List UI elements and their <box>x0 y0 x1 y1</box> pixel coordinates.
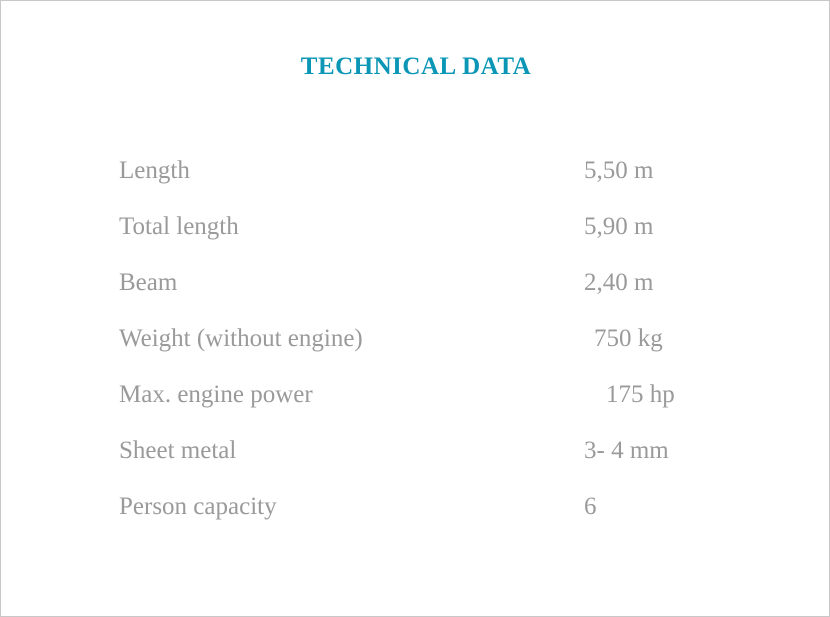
spec-label: Weight (without engine) <box>119 325 363 352</box>
spec-label: Length <box>119 157 190 184</box>
spec-value: 175 hp <box>606 381 675 408</box>
table-row <box>119 479 739 535</box>
table-row <box>119 367 739 423</box>
technical-data-body <box>119 143 739 535</box>
spec-value: 3- 4 mm <box>584 437 669 464</box>
table-row <box>119 311 739 367</box>
spec-value: 5,90 m <box>584 213 654 240</box>
technical-data-table <box>119 143 739 535</box>
spec-value: 2,40 m <box>584 269 654 296</box>
table-row <box>119 255 739 311</box>
spec-value: 6 <box>584 493 597 520</box>
spec-label: Person capacity <box>119 493 277 520</box>
table-row <box>119 199 739 255</box>
spec-value: 750 kg <box>594 325 663 352</box>
spec-label: Beam <box>119 269 178 296</box>
spec-label: Sheet metal <box>119 437 237 464</box>
table-row <box>119 143 739 199</box>
spec-value: 5,50 m <box>584 157 654 184</box>
spec-label: Max. engine power <box>119 381 313 408</box>
spec-label: Total length <box>119 213 239 240</box>
table-row <box>119 423 739 479</box>
page-title: TECHNICAL DATA <box>300 53 532 80</box>
